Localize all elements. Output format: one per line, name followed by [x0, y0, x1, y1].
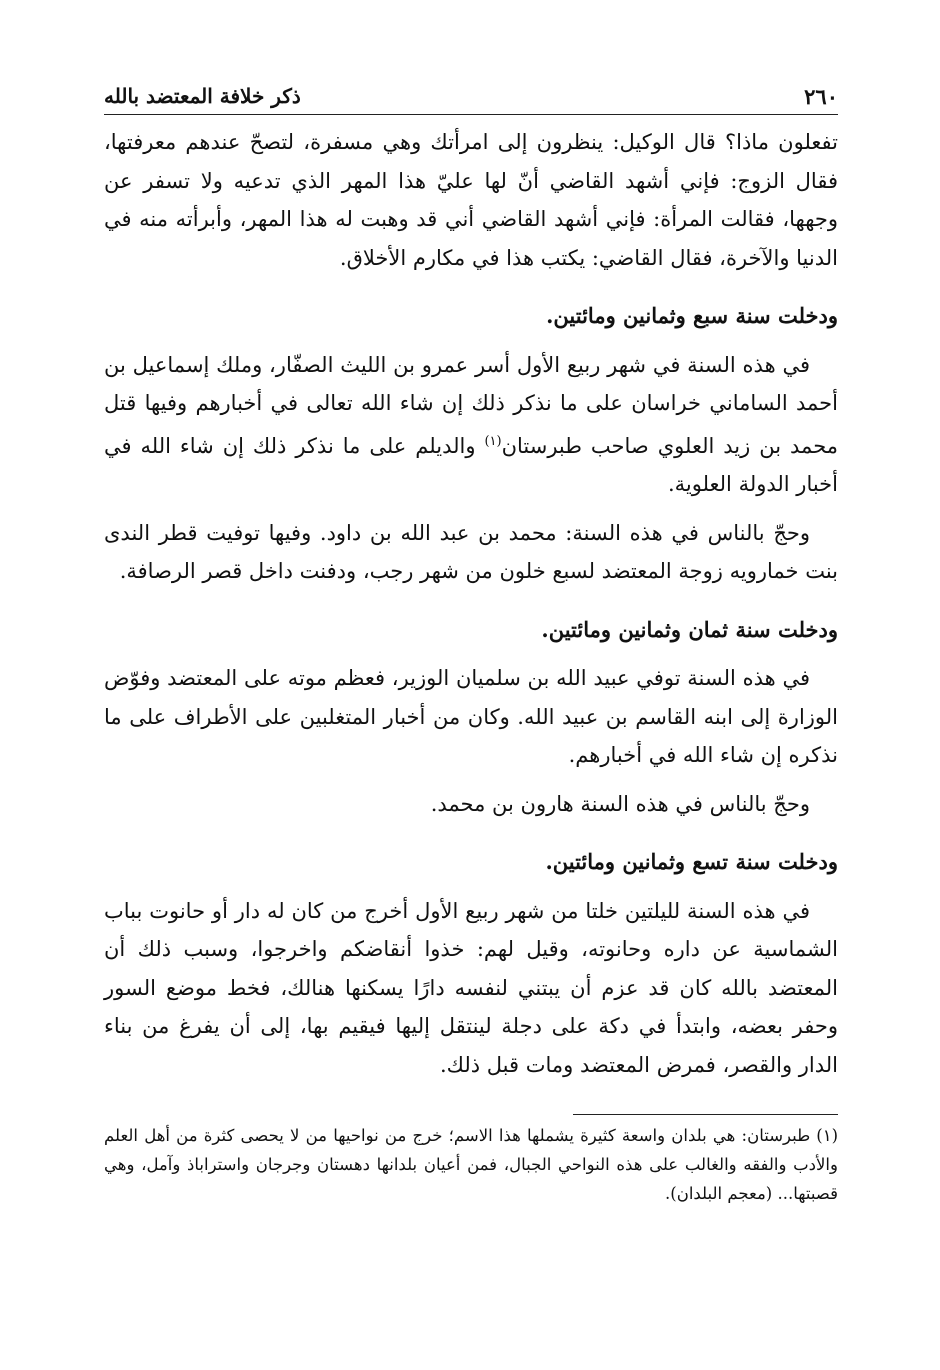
page-number: ٢٦٠ — [804, 84, 838, 109]
paragraph-2-text-b: والديلم على ما نذكر ذلك إن شاء الله في أخبار الدولة العلوية. — [104, 433, 838, 496]
footnote-reference: (١) — [484, 433, 502, 449]
paragraph-6: في هذه السنة لليلتين خلتا من شهر ربيع الأول أخرج من كان له دار أو حانوت بباب الشماسية عن داره وحانوته، وقيل لهم: خذوا أنقاضكم واخرجوا، وسبب ذلك أن المعتضد بالله كان قد عزم أن يبتني لنفسه دارًا يسكنها هنالك، فخط موضع السور وحفر بعضه، وابتدأ في دكة على دجلة لينتقل إليها فيقيم بها، إلى أن يفرغ من بناء الدار والقصر، فمرض المعتضد ومات قبل ذلك. — [104, 898, 838, 1077]
footnote-divider — [573, 1114, 838, 1115]
paragraph-4: في هذه السنة توفي عبيد الله بن سلميان الوزير، فعظم موته على المعتضد وفوّض الوزارة إلى ابنه القاسم بن عبيد الله. وكان من أخبار المتغلبين على الأطراف على ما نذكره إن شاء الله في أخبارهم. — [104, 666, 838, 767]
section-heading-year-287: ودخلت سنة سبع وثمانين ومائتين. — [546, 303, 838, 328]
running-header — [104, 78, 838, 115]
paragraph-1: تفعلون ماذا؟ قال الوكيل: ينظرون إلى امرأتك وهي مسفرة، لتصحّ عندهم معرفتها، فقال الزوج: فإني أشهد القاضي أنّ لها عليّ هذا المهر الذي تدعيه ولا تسفر عن وجهها، فقالت المرأة: فإني أشهد القاضي أني قد وهبت له هذا المهر، وأبرأته منه في الدنيا والآخرة، فقال القاضي: يكتب هذا في مكارم الأخلاق. — [104, 130, 838, 270]
paragraph-2 — [104, 346, 838, 504]
footnote-marker: (١) — [816, 1126, 838, 1145]
footnote — [104, 1121, 838, 1208]
section-heading-year-289: ودخلت سنة تسع وثمانين ومائتين. — [545, 849, 838, 874]
book-page — [104, 78, 838, 1225]
page-content — [104, 123, 838, 1208]
header-title: ذكر خلافة المعتضد بالله — [104, 84, 301, 108]
paragraph-5: وحجّ بالناس في هذه السنة هارون بن محمد. — [430, 791, 810, 816]
paragraph-3: وحجّ بالناس في هذه السنة: محمد بن عبد الله بن داود. وفيها توفيت قطر الندى بنت خمارويه زوجة المعتضد لسبع خلون من شهر رجب، ودفنت داخل قصر الرصافة. — [104, 520, 838, 583]
section-heading-year-288: ودخلت سنة ثمان وثمانين ومائتين. — [541, 616, 838, 642]
paragraph-2-text-a: في هذه السنة في شهر ربيع الأول أسر عمرو بن الليث الصفّار، وملك إسماعيل بن أحمد الساماني خراسان على ما نذكر ذلك إن شاء الله تعالى في أخبارهم وفيها قتل محمد بن زيد العلوي صاحب طبرستان — [104, 352, 838, 458]
footnote-text: طبرستان: هي بلدان واسعة كثيرة يشملها هذا الاسم؛ خرج من نواحيها من لا يحصى كثرة من أهل العلم والأدب والفقه والغالب على هذه النواحي الجبال، فمن أعيان بلدانها دهستان وجرجان واستراباذ وآمل، وهي قصبتها... (معجم البلدان). — [104, 1126, 838, 1203]
